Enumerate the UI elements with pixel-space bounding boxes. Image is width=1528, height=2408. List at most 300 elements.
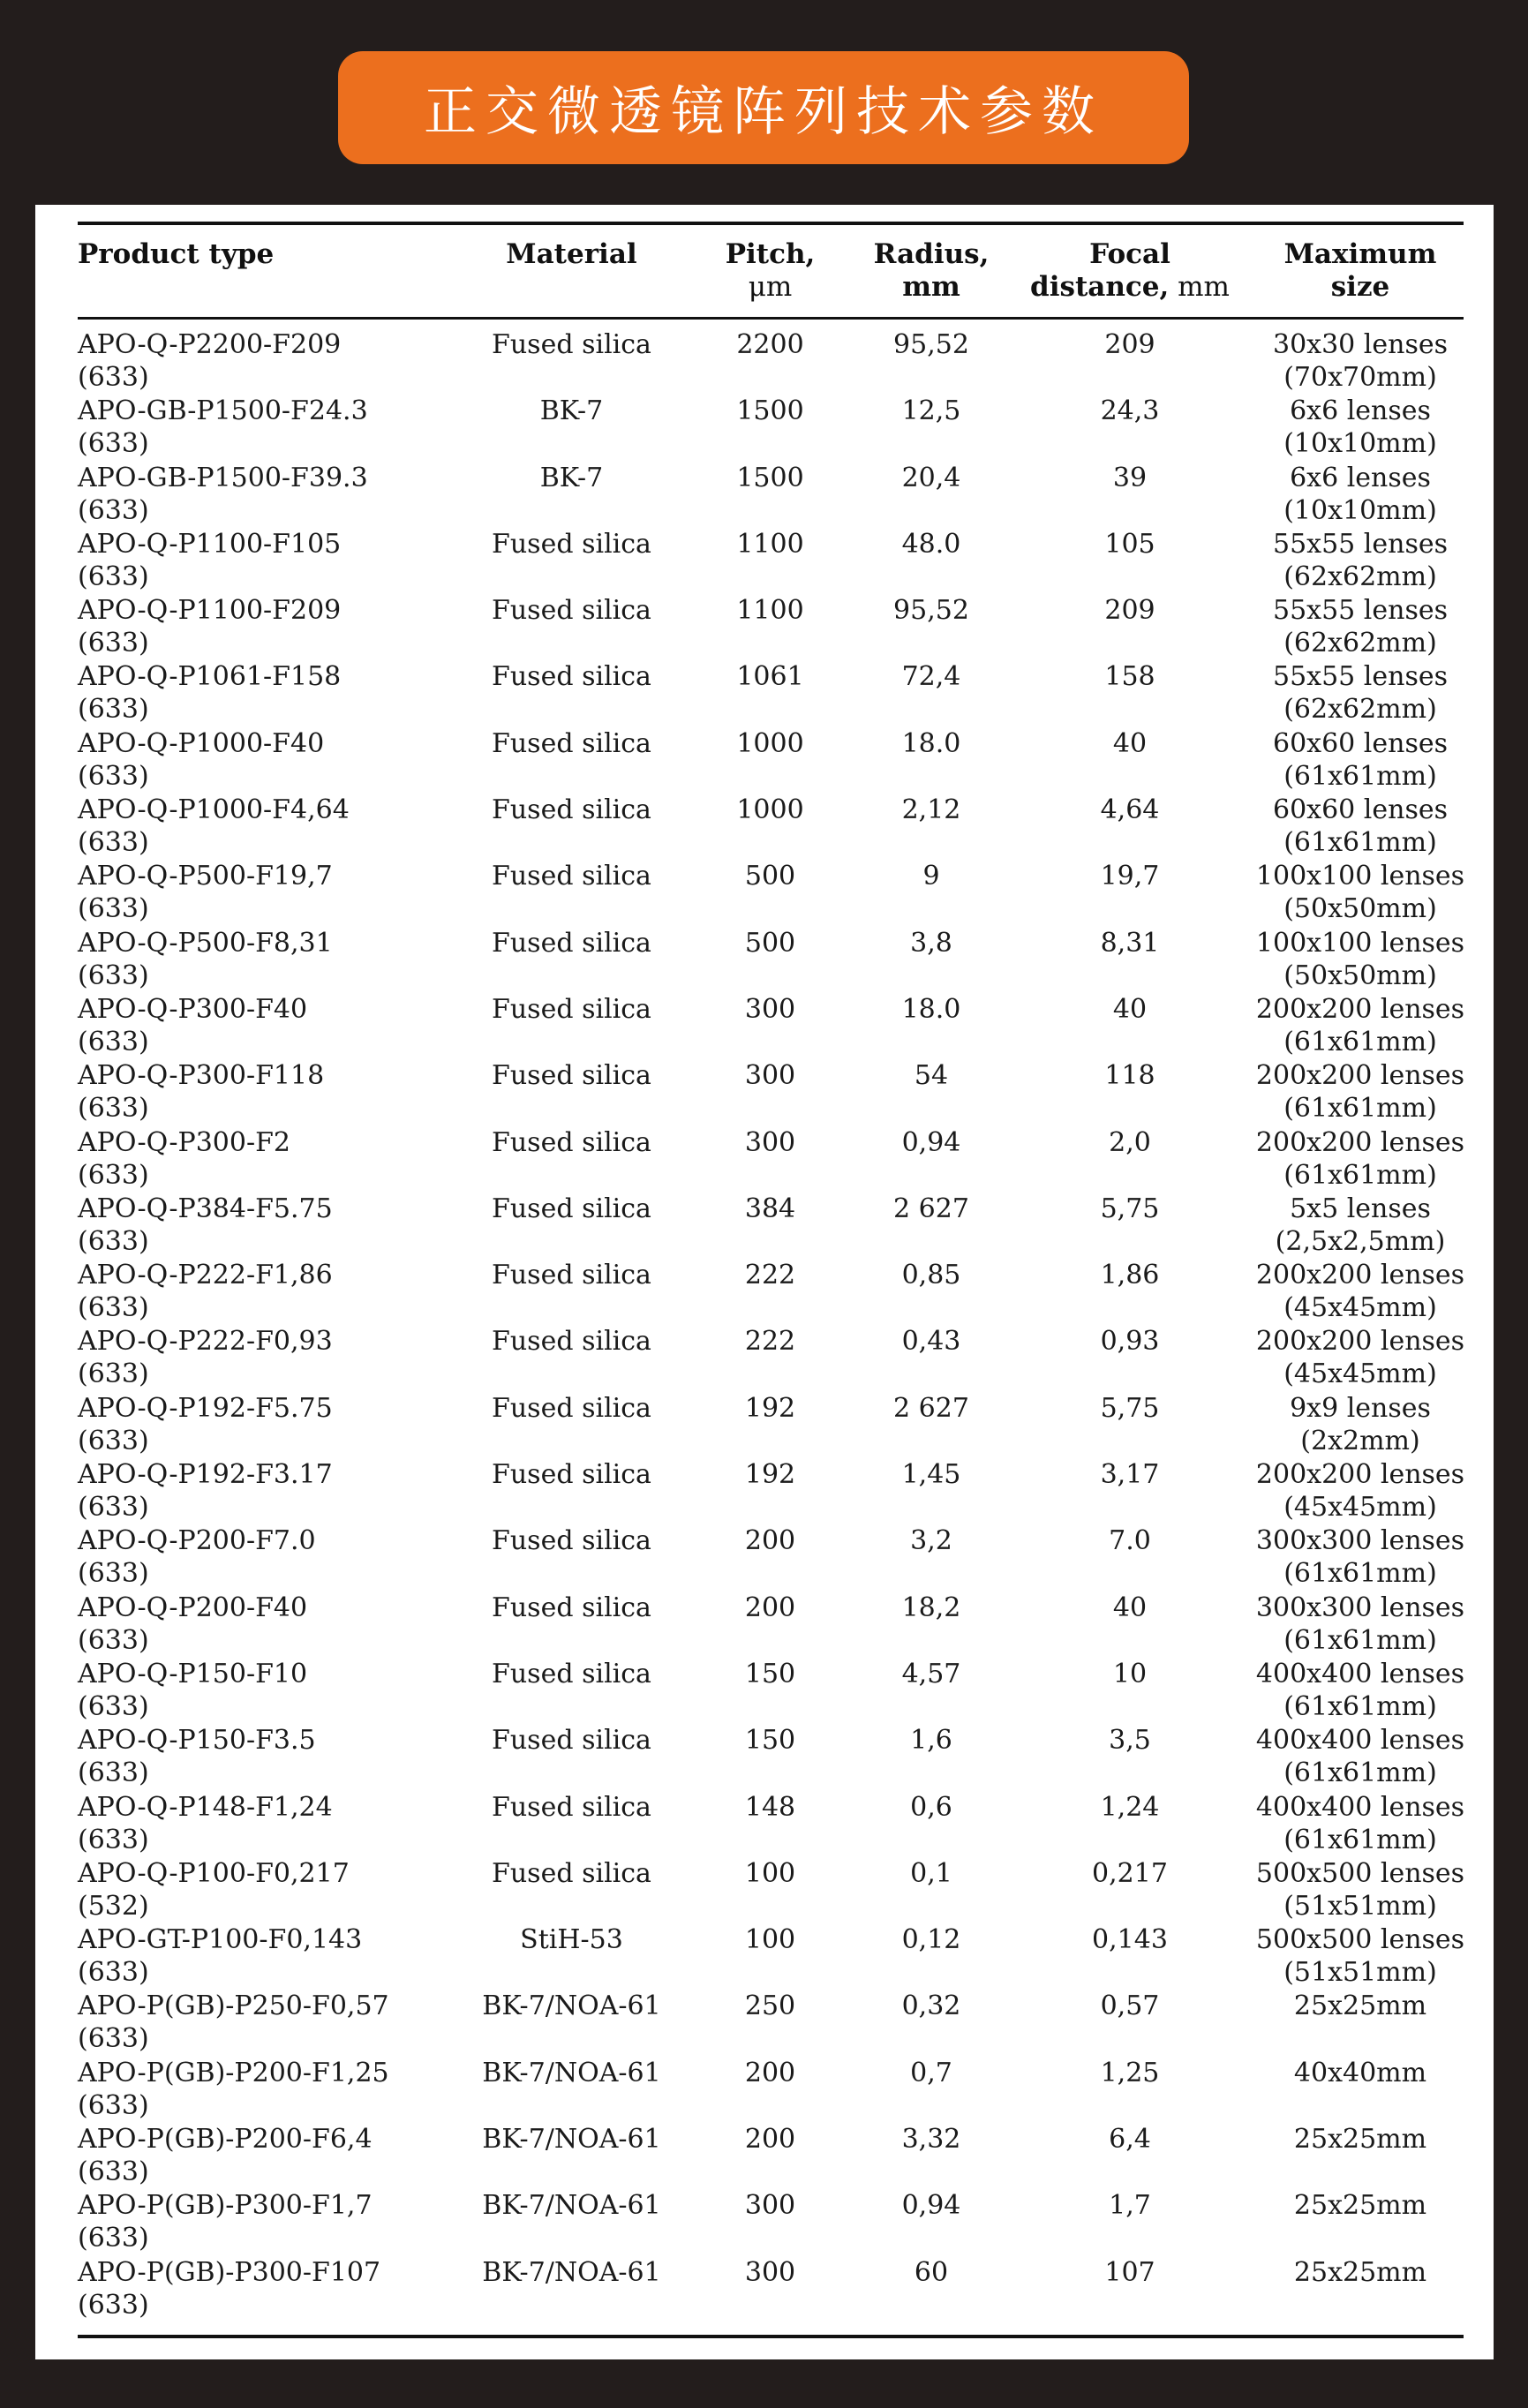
cell-pitch: 500	[744, 861, 796, 892]
cell-maximum-size	[1245, 2256, 1476, 2289]
product-wavelength: (633)	[78, 1093, 149, 1125]
cell-product-type	[78, 1458, 422, 1524]
max-size-lenses: 400x400 lenses	[1255, 1725, 1465, 1757]
cell-maximum-size	[1245, 993, 1476, 1058]
cell-maximum-size	[1245, 1059, 1476, 1125]
header-product-type: Product type	[78, 238, 275, 270]
cell-radius: 54	[914, 1060, 949, 1092]
table-bottom-rule	[78, 2335, 1464, 2338]
cell-focal-distance: 1,86	[1100, 1260, 1160, 1291]
cell-product-type	[78, 328, 422, 394]
table-row	[35, 1392, 1494, 1458]
product-name: APO-P(GB)-P300-F107	[78, 2256, 381, 2288]
max-size-dimensions: (62x62mm)	[1283, 694, 1437, 726]
cell-focal-distance: 209	[1104, 595, 1155, 627]
max-size-dimensions: (61x61mm)	[1283, 827, 1437, 859]
cell-maximum-size	[1245, 2189, 1476, 2222]
product-name: APO-Q-P1100-F105	[78, 528, 342, 560]
spec-table-panel	[35, 205, 1494, 2359]
table-row	[35, 1458, 1494, 1524]
cell-radius: 18.0	[901, 993, 961, 1025]
product-wavelength: (633)	[78, 2089, 149, 2121]
cell-material: Fused silica	[492, 1459, 651, 1491]
max-size-lenses: 400x400 lenses	[1255, 1791, 1465, 1823]
table-row	[35, 2123, 1494, 2189]
cell-product-type	[78, 1592, 422, 1657]
product-name: APO-Q-P200-F7.0	[78, 1525, 316, 1557]
max-size-lenses: 400x400 lenses	[1255, 1658, 1465, 1689]
page-title: 正交微透镜阵列技术参数	[424, 81, 1103, 143]
product-name: APO-P(GB)-P200-F6,4	[78, 2124, 373, 2156]
product-wavelength: (633)	[78, 694, 149, 726]
max-size-lenses: 5x5 lenses	[1290, 1193, 1431, 1224]
product-name: APO-Q-P100-F0,217	[78, 1857, 350, 1889]
product-wavelength: (633)	[78, 2289, 149, 2321]
cell-pitch: 150	[744, 1658, 796, 1689]
table-row	[35, 2057, 1494, 2123]
cell-product-type	[78, 1923, 422, 1989]
max-size-lenses: 100x100 lenses	[1255, 861, 1465, 892]
product-wavelength: (633)	[78, 1690, 149, 1722]
cell-material: Fused silica	[492, 727, 651, 759]
max-size-dimensions: (61x61mm)	[1283, 1690, 1437, 1722]
cell-pitch: 222	[744, 1260, 796, 1291]
cell-product-type	[78, 2057, 422, 2122]
cell-material: BK-7/NOA-61	[482, 2256, 661, 2288]
product-wavelength: (633)	[78, 2223, 149, 2254]
cell-material: Fused silica	[492, 1525, 651, 1557]
product-wavelength: (633)	[78, 1824, 149, 1855]
table-row	[35, 1259, 1494, 1325]
cell-radius: 95,52	[893, 329, 969, 360]
header-focal-distance	[1015, 238, 1245, 304]
product-wavelength: (633)	[78, 1159, 149, 1191]
max-size-lenses: 200x200 lenses	[1255, 1326, 1465, 1358]
max-size-dimensions: (61x61mm)	[1283, 1159, 1437, 1191]
table-row	[35, 2256, 1494, 2322]
cell-product-type	[78, 2256, 422, 2321]
cell-material: Fused silica	[492, 927, 651, 959]
max-size-dimensions: (10x10mm)	[1283, 494, 1437, 526]
cell-maximum-size	[1245, 927, 1476, 992]
cell-radius: 1,45	[901, 1459, 961, 1491]
cell-material: Fused silica	[492, 661, 651, 693]
cell-focal-distance: 1,25	[1100, 2057, 1160, 2088]
max-size-dimensions: (50x50mm)	[1283, 893, 1437, 925]
table-row	[35, 395, 1494, 461]
product-wavelength: (633)	[78, 362, 149, 393]
product-wavelength: (633)	[78, 1225, 149, 1257]
cell-focal-distance: 118	[1104, 1060, 1155, 1092]
product-wavelength: (633)	[78, 893, 149, 925]
cell-maximum-size	[1245, 1857, 1476, 1923]
product-name: APO-Q-P300-F118	[78, 1060, 325, 1092]
cell-pitch: 300	[744, 993, 796, 1025]
cell-material: Fused silica	[492, 595, 651, 627]
cell-radius: 3,8	[910, 927, 952, 959]
cell-radius: 0,85	[901, 1260, 961, 1291]
header-pitch-label: Pitch,	[725, 238, 816, 270]
product-wavelength: (633)	[78, 2156, 149, 2188]
header-pitch-unit: μm	[748, 271, 793, 303]
max-size-dimensions: (50x50mm)	[1283, 959, 1437, 991]
cell-maximum-size	[1245, 860, 1476, 925]
cell-pitch: 1000	[736, 727, 804, 759]
cell-material: Fused silica	[492, 1592, 651, 1623]
max-size-lenses: 200x200 lenses	[1255, 993, 1465, 1025]
max-size-dimensions: (61x61mm)	[1283, 760, 1437, 792]
cell-radius: 4,57	[901, 1658, 961, 1689]
product-name: APO-Q-P148-F1,24	[78, 1791, 333, 1823]
header-maximum-size	[1245, 238, 1476, 304]
cell-product-type	[78, 727, 422, 793]
cell-focal-distance: 0,143	[1092, 1924, 1168, 1956]
product-name: APO-Q-P500-F19,7	[78, 861, 333, 892]
cell-focal-distance: 158	[1104, 661, 1155, 693]
cell-pitch: 1100	[736, 595, 804, 627]
max-size-dimensions: (61x61mm)	[1283, 1558, 1437, 1590]
cell-product-type	[78, 1791, 422, 1856]
cell-product-type	[78, 660, 422, 726]
cell-radius: 12,5	[901, 395, 961, 427]
cell-focal-distance: 19,7	[1100, 861, 1160, 892]
cell-radius: 0,32	[901, 1990, 961, 2022]
cell-pitch: 200	[744, 2057, 796, 2088]
cell-material: BK-7/NOA-61	[482, 2057, 661, 2088]
cell-pitch: 148	[744, 1791, 796, 1823]
table-row	[35, 2189, 1494, 2255]
cell-radius: 2 627	[893, 1392, 969, 1424]
table-row	[35, 993, 1494, 1059]
max-size-lenses: 55x55 lenses	[1272, 528, 1449, 560]
product-wavelength: (633)	[78, 1358, 149, 1390]
cell-pitch: 1500	[736, 462, 804, 493]
product-wavelength: (633)	[78, 760, 149, 792]
cell-pitch: 200	[744, 1592, 796, 1623]
cell-pitch: 250	[744, 1990, 796, 2022]
max-size-dimensions: (61x61mm)	[1283, 1026, 1437, 1057]
max-size-lenses: 100x100 lenses	[1255, 927, 1465, 959]
cell-maximum-size	[1245, 1524, 1476, 1590]
product-wavelength: (633)	[78, 1624, 149, 1656]
cell-pitch: 100	[744, 1857, 796, 1889]
cell-focal-distance: 10	[1112, 1658, 1148, 1689]
product-name: APO-Q-P300-F40	[78, 993, 308, 1025]
cell-pitch: 1061	[736, 661, 804, 693]
product-name: APO-Q-P1061-F158	[78, 661, 342, 693]
cell-pitch: 200	[744, 2124, 796, 2156]
cell-pitch: 192	[744, 1392, 796, 1424]
table-row	[35, 794, 1494, 860]
cell-pitch: 300	[744, 1060, 796, 1092]
cell-maximum-size	[1245, 1791, 1476, 1856]
max-size-dimensions: (62x62mm)	[1283, 561, 1437, 592]
cell-focal-distance: 39	[1112, 462, 1148, 493]
cell-material: Fused silica	[492, 1326, 651, 1358]
product-wavelength: (633)	[78, 1558, 149, 1590]
cell-maximum-size	[1245, 395, 1476, 460]
cell-focal-distance: 0,57	[1100, 1990, 1160, 2022]
cell-radius: 0,7	[910, 2057, 952, 2088]
table-row	[35, 1791, 1494, 1857]
cell-focal-distance: 40	[1112, 1592, 1148, 1623]
header-radius-unit: mm	[902, 271, 960, 303]
max-size-dimensions: (45x45mm)	[1283, 1292, 1437, 1324]
cell-maximum-size	[1245, 1990, 1476, 2022]
cell-focal-distance: 2,0	[1109, 1126, 1151, 1158]
table-row	[35, 1126, 1494, 1193]
product-name: APO-Q-P1000-F4,64	[78, 794, 350, 826]
product-wavelength: (633)	[78, 1957, 149, 1989]
product-name: APO-P(GB)-P300-F1,7	[78, 2190, 373, 2222]
header-size-label: size	[1330, 271, 1390, 303]
product-name: APO-Q-P192-F3.17	[78, 1459, 333, 1491]
cell-product-type	[78, 462, 422, 527]
cell-focal-distance: 107	[1104, 2256, 1155, 2288]
cell-radius: 60	[914, 2256, 949, 2288]
cell-pitch: 200	[744, 1525, 796, 1557]
cell-radius: 2,12	[901, 794, 961, 826]
cell-material: Fused silica	[492, 1060, 651, 1092]
product-wavelength: (633)	[78, 561, 149, 592]
cell-radius: 18.0	[901, 727, 961, 759]
product-wavelength: (633)	[78, 628, 149, 659]
max-size-lenses: 9x9 lenses	[1290, 1392, 1431, 1424]
max-size-lenses: 25x25mm	[1293, 2124, 1427, 2156]
cell-product-type	[78, 1658, 422, 1723]
cell-pitch: 150	[744, 1725, 796, 1757]
cell-radius: 0,1	[910, 1857, 952, 1889]
product-name: APO-Q-P500-F8,31	[78, 927, 333, 959]
max-size-dimensions: (45x45mm)	[1283, 1492, 1437, 1524]
cell-maximum-size	[1245, 1259, 1476, 1324]
cell-maximum-size	[1245, 328, 1476, 394]
header-material: Material	[506, 238, 637, 270]
product-name: APO-Q-P1000-F40	[78, 727, 325, 759]
cell-maximum-size	[1245, 2057, 1476, 2089]
cell-material: Fused silica	[492, 1791, 651, 1823]
cell-material: Fused silica	[492, 1193, 651, 1224]
cell-pitch: 1500	[736, 395, 804, 427]
cell-radius: 0,94	[901, 2190, 961, 2222]
cell-focal-distance: 24,3	[1100, 395, 1160, 427]
table-row	[35, 594, 1494, 660]
cell-material: Fused silica	[492, 1260, 651, 1291]
product-name: APO-Q-P200-F40	[78, 1592, 308, 1623]
cell-focal-distance: 3,17	[1100, 1459, 1160, 1491]
max-size-lenses: 200x200 lenses	[1255, 1459, 1465, 1491]
cell-material: BK-7/NOA-61	[482, 2124, 661, 2156]
table-body	[35, 328, 1494, 2322]
max-size-lenses: 6x6 lenses	[1290, 462, 1431, 493]
table-row	[35, 1193, 1494, 1259]
max-size-lenses: 25x25mm	[1293, 2256, 1427, 2288]
cell-product-type	[78, 2123, 422, 2188]
table-row	[35, 1857, 1494, 1923]
cell-pitch: 192	[744, 1459, 796, 1491]
max-size-lenses: 55x55 lenses	[1272, 595, 1449, 627]
cell-maximum-size	[1245, 660, 1476, 726]
title-banner	[338, 51, 1189, 164]
table-row	[35, 328, 1494, 395]
cell-pitch: 300	[744, 2190, 796, 2222]
cell-focal-distance: 209	[1104, 329, 1155, 360]
cell-maximum-size	[1245, 1193, 1476, 1258]
max-size-dimensions: (61x61mm)	[1283, 1093, 1437, 1125]
cell-radius: 3,32	[901, 2124, 961, 2156]
cell-maximum-size	[1245, 528, 1476, 593]
cell-focal-distance: 5,75	[1100, 1392, 1160, 1424]
max-size-dimensions: (61x61mm)	[1283, 1757, 1437, 1789]
max-size-dimensions: (62x62mm)	[1283, 628, 1437, 659]
cell-radius: 0,6	[910, 1791, 952, 1823]
cell-focal-distance: 40	[1112, 993, 1148, 1025]
cell-product-type	[78, 1392, 422, 1457]
product-wavelength: (633)	[78, 959, 149, 991]
cell-material: Fused silica	[492, 528, 651, 560]
table-header-rule	[78, 317, 1464, 320]
cell-pitch: 300	[744, 2256, 796, 2288]
cell-focal-distance: 6,4	[1109, 2124, 1151, 2156]
cell-radius: 0,12	[901, 1924, 961, 1956]
cell-radius: 20,4	[901, 462, 961, 493]
cell-product-type	[78, 528, 422, 593]
cell-product-type	[78, 594, 422, 659]
cell-maximum-size	[1245, 1923, 1476, 1989]
cell-radius: 95,52	[893, 595, 969, 627]
product-wavelength: (633)	[78, 1026, 149, 1057]
cell-focal-distance: 0,217	[1092, 1857, 1168, 1889]
max-size-dimensions: (2x2mm)	[1300, 1425, 1420, 1456]
cell-focal-distance: 105	[1104, 528, 1155, 560]
table-row	[35, 1923, 1494, 1990]
cell-pitch: 500	[744, 927, 796, 959]
table-row	[35, 528, 1494, 594]
cell-focal-distance: 8,31	[1100, 927, 1160, 959]
header-radius	[847, 238, 1015, 304]
product-name: APO-Q-P222-F0,93	[78, 1326, 333, 1358]
product-name: APO-GB-P1500-F39.3	[78, 462, 368, 493]
max-size-lenses: 200x200 lenses	[1255, 1260, 1465, 1291]
cell-pitch: 300	[744, 1126, 796, 1158]
table-row	[35, 462, 1494, 528]
cell-product-type	[78, 1724, 422, 1789]
cell-product-type	[78, 993, 422, 1058]
max-size-dimensions: (51x51mm)	[1283, 1890, 1437, 1922]
product-name: APO-Q-P300-F2	[78, 1126, 290, 1158]
max-size-lenses: 55x55 lenses	[1272, 661, 1449, 693]
table-row	[35, 660, 1494, 726]
cell-maximum-size	[1245, 1592, 1476, 1657]
cell-maximum-size	[1245, 1325, 1476, 1390]
cell-focal-distance: 1,24	[1100, 1791, 1160, 1823]
table-row	[35, 1325, 1494, 1391]
cell-material: Fused silica	[492, 794, 651, 826]
product-name: APO-Q-P2200-F209	[78, 329, 342, 360]
product-wavelength: (633)	[78, 428, 149, 460]
cell-product-type	[78, 1524, 422, 1590]
table-top-rule	[78, 222, 1464, 225]
table-row	[35, 1059, 1494, 1125]
cell-material: Fused silica	[492, 1857, 651, 1889]
table-row	[35, 860, 1494, 926]
cell-material: StiH-53	[520, 1924, 623, 1956]
product-name: APO-GT-P100-F0,143	[78, 1924, 363, 1956]
table-row	[35, 1724, 1494, 1790]
table-row	[35, 1524, 1494, 1591]
cell-material: BK-7/NOA-61	[482, 1990, 661, 2022]
cell-focal-distance: 4,64	[1100, 794, 1160, 826]
max-size-dimensions: (51x51mm)	[1283, 1957, 1437, 1989]
cell-radius: 2 627	[893, 1193, 969, 1224]
max-size-lenses: 6x6 lenses	[1290, 395, 1431, 427]
max-size-lenses: 300x300 lenses	[1255, 1592, 1465, 1623]
table-row	[35, 727, 1494, 794]
cell-product-type	[78, 1193, 422, 1258]
product-wavelength: (633)	[78, 494, 149, 526]
max-size-dimensions: (10x10mm)	[1283, 428, 1437, 460]
cell-product-type	[78, 1259, 422, 1324]
cell-material: Fused silica	[492, 329, 651, 360]
cell-pitch: 222	[744, 1326, 796, 1358]
max-size-lenses: 60x60 lenses	[1272, 727, 1449, 759]
product-name: APO-Q-P1100-F209	[78, 595, 342, 627]
cell-maximum-size	[1245, 1126, 1476, 1192]
cell-radius: 48.0	[901, 528, 961, 560]
cell-focal-distance: 3,5	[1109, 1725, 1151, 1757]
header-pitch	[693, 238, 847, 304]
max-size-dimensions: (45x45mm)	[1283, 1358, 1437, 1390]
cell-material: Fused silica	[492, 861, 651, 892]
table-row	[35, 1990, 1494, 2056]
cell-material: Fused silica	[492, 1392, 651, 1424]
header-maximum-label: Maximum	[1283, 238, 1437, 270]
cell-maximum-size	[1245, 594, 1476, 659]
product-wavelength: (633)	[78, 1492, 149, 1524]
cell-radius: 18,2	[901, 1592, 961, 1623]
table-row	[35, 927, 1494, 993]
cell-focal-distance: 40	[1112, 727, 1148, 759]
cell-pitch: 2200	[736, 329, 804, 360]
max-size-lenses: 60x60 lenses	[1272, 794, 1449, 826]
max-size-dimensions: (61x61mm)	[1283, 1824, 1437, 1855]
max-size-dimensions: (70x70mm)	[1283, 362, 1437, 393]
max-size-dimensions: (61x61mm)	[1283, 1624, 1437, 1656]
max-size-lenses: 500x500 lenses	[1255, 1857, 1465, 1889]
cell-material: BK-7/NOA-61	[482, 2190, 661, 2222]
cell-product-type	[78, 1126, 422, 1192]
cell-product-type	[78, 927, 422, 992]
cell-product-type	[78, 2189, 422, 2254]
cell-radius: 9	[922, 861, 940, 892]
cell-maximum-size	[1245, 462, 1476, 527]
product-name: APO-GB-P1500-F24.3	[78, 395, 368, 427]
cell-maximum-size	[1245, 794, 1476, 859]
max-size-lenses: 25x25mm	[1293, 2190, 1427, 2222]
product-name: APO-Q-P150-F3.5	[78, 1725, 316, 1757]
max-size-dimensions: (2,5x2,5mm)	[1275, 1225, 1446, 1257]
cell-pitch: 384	[744, 1193, 796, 1224]
max-size-lenses: 40x40mm	[1293, 2057, 1427, 2088]
product-wavelength: (633)	[78, 1757, 149, 1789]
cell-pitch: 1100	[736, 528, 804, 560]
cell-maximum-size	[1245, 1658, 1476, 1723]
cell-material: Fused silica	[492, 1126, 651, 1158]
cell-material: Fused silica	[492, 1658, 651, 1689]
cell-maximum-size	[1245, 727, 1476, 793]
product-wavelength: (633)	[78, 2023, 149, 2055]
cell-radius: 3,2	[910, 1525, 952, 1557]
